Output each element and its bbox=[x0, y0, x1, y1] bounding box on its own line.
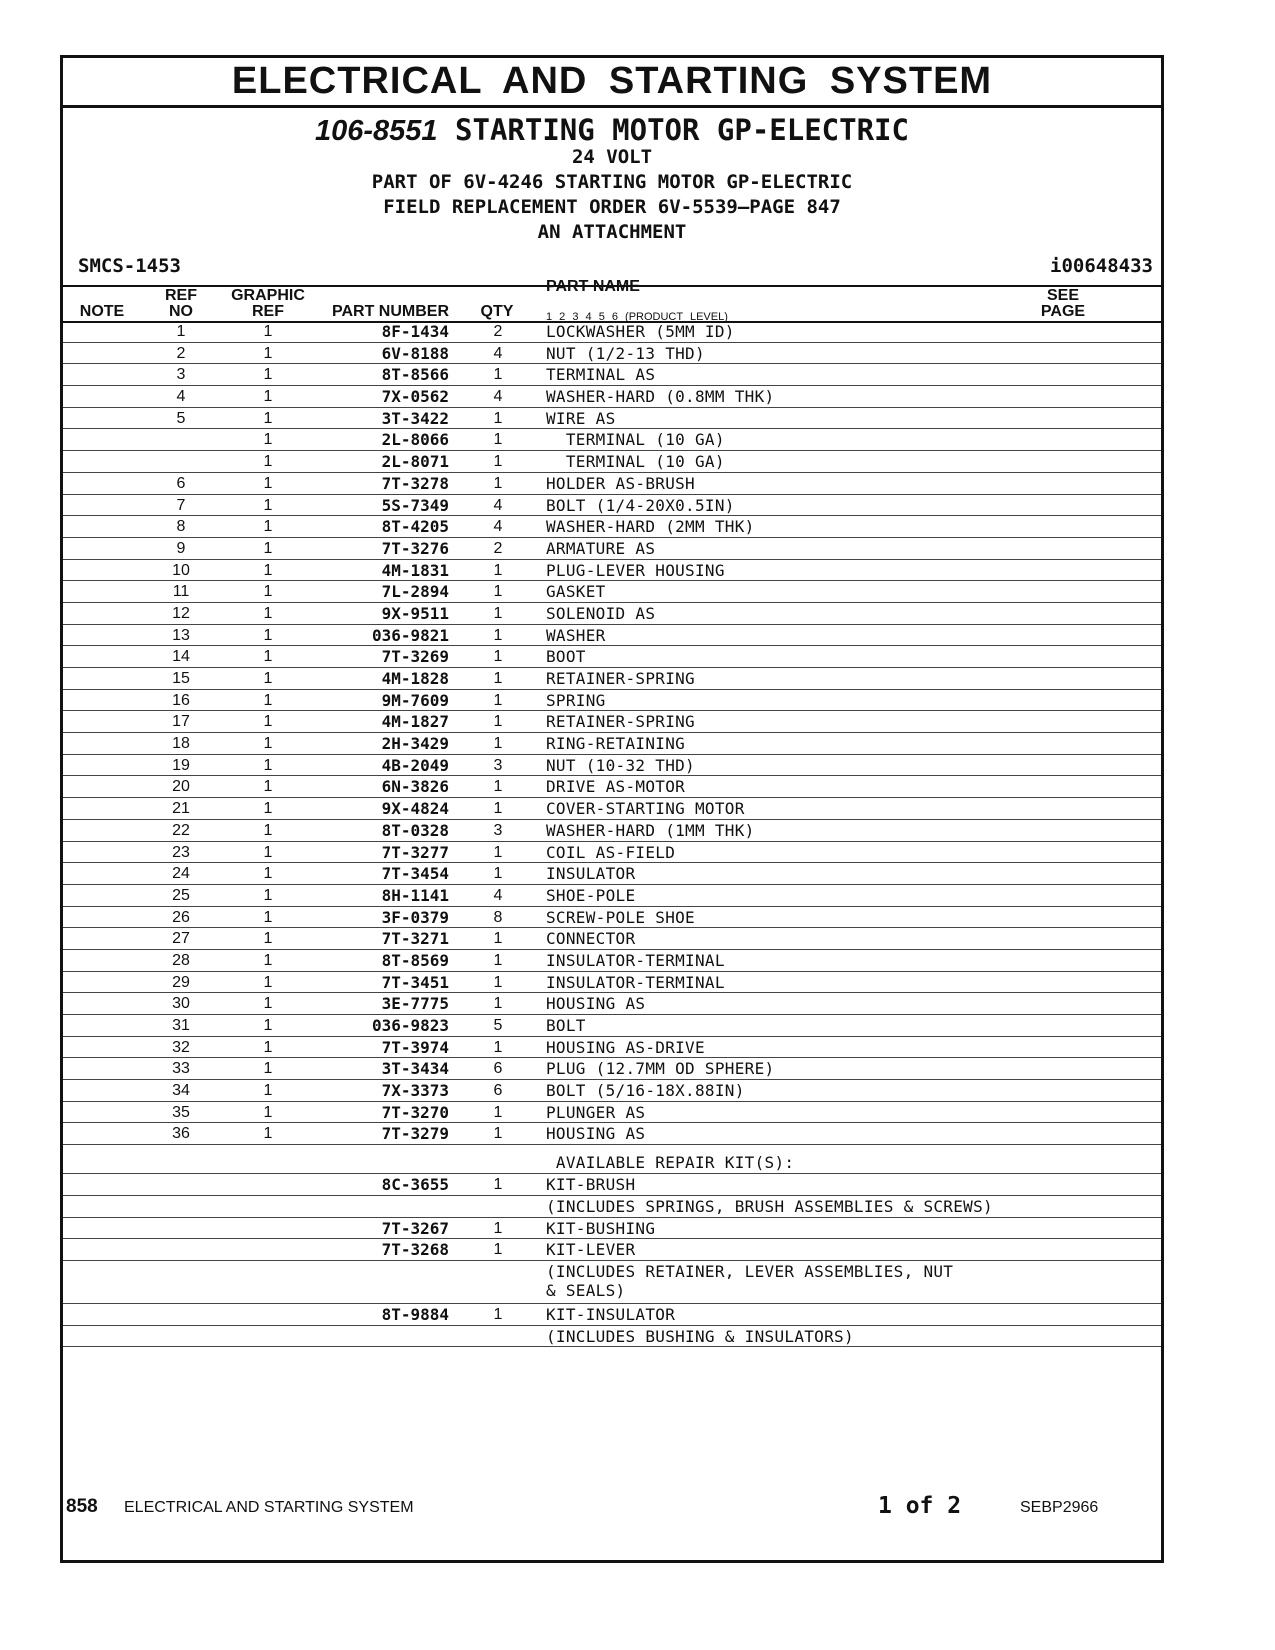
part-name-cell: RETAINER-SPRING bbox=[546, 712, 695, 732]
part-name-cell: WIRE AS bbox=[546, 408, 616, 428]
graphic-ref-cell: 1 bbox=[263, 821, 273, 839]
ref-no-cell: 32 bbox=[172, 1038, 190, 1056]
table-row bbox=[63, 1174, 1161, 1196]
part-name-cell: HOUSING AS bbox=[546, 994, 646, 1014]
part-name-cell: GASKET bbox=[546, 582, 606, 602]
part-number-cell: 7T-3276 bbox=[381, 538, 449, 558]
part-number-cell: 4B-2049 bbox=[381, 755, 449, 775]
qty-cell: 1 bbox=[493, 583, 503, 601]
parts-table bbox=[63, 321, 1161, 1347]
graphic-ref-cell: 1 bbox=[263, 323, 273, 340]
table-row bbox=[63, 495, 1161, 517]
part-number-cell: 036-9821 bbox=[371, 625, 449, 645]
ref-no-cell: 11 bbox=[172, 583, 190, 601]
qty-cell: 1 bbox=[493, 1103, 503, 1121]
col-note: NOTE bbox=[79, 303, 125, 320]
qty-cell: 4 bbox=[493, 496, 503, 514]
part-name-cell: WASHER-HARD (2MM THK) bbox=[546, 517, 755, 537]
ref-no-cell: 35 bbox=[172, 1103, 190, 1121]
graphic-ref-cell: 1 bbox=[263, 951, 273, 969]
table-row bbox=[63, 863, 1161, 885]
graphic-ref-cell: 1 bbox=[263, 561, 273, 579]
qty-cell: 2 bbox=[493, 323, 503, 340]
graphic-ref-cell: 1 bbox=[263, 388, 273, 406]
part-number-cell: 5S-7349 bbox=[381, 495, 449, 515]
table-row bbox=[63, 1015, 1161, 1037]
table-row bbox=[63, 1058, 1161, 1080]
ref-no-cell: 28 bbox=[172, 951, 190, 969]
document-id: i00648433 bbox=[1050, 255, 1153, 277]
part-name-cell: BOLT (5/16-18X.88IN) bbox=[546, 1081, 745, 1101]
table-row bbox=[63, 776, 1161, 798]
qty-cell: 1 bbox=[493, 453, 503, 471]
col-part-name: PART NAME bbox=[546, 278, 640, 295]
graphic-ref-cell: 1 bbox=[263, 409, 273, 427]
table-row bbox=[63, 408, 1161, 430]
table-row bbox=[63, 711, 1161, 733]
ref-no-cell: 13 bbox=[172, 626, 190, 644]
qty-cell: 4 bbox=[493, 388, 503, 406]
part-number-cell: 8F-1434 bbox=[381, 322, 449, 341]
qty-cell: 1 bbox=[493, 626, 503, 644]
part-number-cell: 9M-7609 bbox=[381, 690, 449, 710]
part-number-cell: 7T-3451 bbox=[381, 972, 449, 992]
graphic-ref-cell: 1 bbox=[263, 800, 273, 818]
col-ref-no: REF NO bbox=[165, 287, 197, 320]
ref-no-cell: 19 bbox=[172, 756, 190, 774]
qty-cell: 1 bbox=[493, 604, 503, 622]
product-level-scale: 1 2 3 4 5 6 (PRODUCT LEVEL) bbox=[546, 311, 728, 323]
ref-no-cell: 3 bbox=[176, 366, 186, 384]
part-number-cell: 7X-3373 bbox=[381, 1081, 449, 1101]
table-row bbox=[63, 1123, 1161, 1145]
ref-no-cell: 7 bbox=[176, 496, 186, 514]
graphic-ref-cell: 1 bbox=[263, 344, 273, 362]
qty-cell: 1 bbox=[493, 778, 503, 796]
table-row bbox=[63, 516, 1161, 538]
col-qty: QTY bbox=[480, 303, 514, 320]
qty-cell: 1 bbox=[493, 1219, 503, 1237]
table-row bbox=[63, 755, 1161, 777]
part-name-cell: CONNECTOR bbox=[546, 929, 636, 949]
part-name-cell: (INCLUDES BUSHING & INSULATORS) bbox=[546, 1326, 854, 1346]
part-name-cell: TERMINAL (10 GA) bbox=[546, 430, 725, 450]
graphic-ref-cell: 1 bbox=[263, 670, 273, 687]
ref-no-cell: 23 bbox=[172, 843, 190, 861]
table-row bbox=[63, 842, 1161, 864]
ref-no-cell: 14 bbox=[172, 648, 190, 666]
ref-no-cell: 34 bbox=[172, 1082, 190, 1100]
assembly-name: STARTING MOTOR GP-ELECTRIC bbox=[455, 113, 909, 147]
part-name-cell: BOLT (1/4-20X0.5IN) bbox=[546, 495, 735, 515]
part-name-cell: WASHER bbox=[546, 625, 606, 645]
part-number-cell: 9X-9511 bbox=[381, 603, 449, 623]
part-number-cell: 7T-3279 bbox=[381, 1124, 449, 1144]
part-name-cell: LOCKWASHER (5MM ID) bbox=[546, 322, 735, 341]
qty-cell: 1 bbox=[493, 670, 503, 687]
ref-no-cell: 2 bbox=[176, 344, 186, 362]
qty-cell: 1 bbox=[493, 561, 503, 579]
part-name-cell: KIT-LEVER bbox=[546, 1240, 636, 1260]
ref-no-cell: 27 bbox=[172, 930, 190, 948]
graphic-ref-cell: 1 bbox=[263, 735, 273, 753]
part-number-cell: 4M-1827 bbox=[381, 712, 449, 732]
part-number-cell: 8H-1141 bbox=[381, 885, 449, 905]
qty-cell: 1 bbox=[493, 995, 503, 1013]
part-name-cell: ARMATURE AS bbox=[546, 538, 656, 558]
graphic-ref-cell: 1 bbox=[263, 496, 273, 514]
part-number-cell: 4M-1828 bbox=[381, 669, 449, 688]
qty-cell: 1 bbox=[493, 474, 503, 492]
graphic-ref-cell: 1 bbox=[263, 366, 273, 384]
part-name-cell: WASHER-HARD (1MM THK) bbox=[546, 820, 755, 840]
qty-cell: 1 bbox=[493, 800, 503, 818]
part-name-cell: PLUNGER AS bbox=[546, 1102, 646, 1122]
part-name-cell: HOUSING AS bbox=[546, 1124, 646, 1144]
table-row bbox=[63, 1326, 1161, 1348]
part-number-cell: 2L-8071 bbox=[381, 452, 449, 472]
assembly-subtitle bbox=[63, 145, 1161, 245]
part-number-cell: 7T-3268 bbox=[381, 1240, 449, 1260]
table-row bbox=[63, 1102, 1161, 1124]
graphic-ref-cell: 1 bbox=[263, 756, 273, 774]
ref-no-cell: 26 bbox=[172, 908, 190, 926]
qty-cell: 1 bbox=[493, 431, 503, 449]
part-name-cell: BOLT bbox=[546, 1016, 586, 1035]
part-number-cell: 3T-3422 bbox=[381, 408, 449, 428]
ref-no-cell: 31 bbox=[172, 1017, 190, 1034]
ref-no-cell: 20 bbox=[172, 778, 190, 796]
graphic-ref-cell: 1 bbox=[263, 453, 273, 471]
qty-cell: 8 bbox=[493, 908, 503, 926]
qty-cell: 6 bbox=[493, 1082, 503, 1100]
qty-cell: 1 bbox=[493, 1176, 503, 1194]
part-number-cell: 6V-8188 bbox=[381, 343, 449, 363]
ref-no-cell: 22 bbox=[172, 821, 190, 839]
part-number-cell: 3F-0379 bbox=[381, 907, 449, 927]
subtitle-line: PART OF 6V-4246 STARTING MOTOR GP-ELECTRIC bbox=[371, 171, 853, 193]
qty-cell: 4 bbox=[493, 886, 503, 904]
graphic-ref-cell: 1 bbox=[263, 1017, 273, 1034]
ref-no-cell: 36 bbox=[172, 1125, 190, 1143]
table-row bbox=[63, 646, 1161, 668]
part-number-cell: 8T-8569 bbox=[381, 950, 449, 970]
part-number-cell: 8T-8566 bbox=[381, 365, 449, 385]
assembly-number: 106-8551 bbox=[315, 115, 438, 147]
graphic-ref-cell: 1 bbox=[263, 539, 273, 557]
part-name-cell: KIT-BUSHING bbox=[546, 1218, 656, 1238]
ref-no-cell: 12 bbox=[172, 604, 190, 622]
table-row bbox=[63, 473, 1161, 495]
publication-id: SEBP2966 bbox=[1020, 1499, 1099, 1516]
part-number-cell: 4M-1831 bbox=[381, 560, 449, 580]
qty-cell: 1 bbox=[493, 1125, 503, 1143]
qty-cell: 1 bbox=[493, 1241, 503, 1259]
table-row bbox=[63, 625, 1161, 647]
table-row bbox=[63, 820, 1161, 842]
smcs-code: SMCS-1453 bbox=[78, 255, 181, 277]
ref-no-cell: 33 bbox=[172, 1060, 190, 1078]
qty-cell: 5 bbox=[493, 1017, 503, 1034]
part-name-cell: COVER-STARTING MOTOR bbox=[546, 799, 745, 819]
qty-cell: 1 bbox=[493, 735, 503, 753]
assembly-title bbox=[63, 113, 1161, 148]
table-row bbox=[63, 668, 1161, 690]
qty-cell: 1 bbox=[493, 951, 503, 969]
table-row bbox=[63, 950, 1161, 972]
part-number-cell: 7T-3454 bbox=[381, 864, 449, 884]
ref-no-cell: 4 bbox=[176, 388, 186, 406]
graphic-ref-cell: 1 bbox=[263, 973, 273, 991]
graphic-ref-cell: 1 bbox=[263, 626, 273, 644]
graphic-ref-cell: 1 bbox=[263, 431, 273, 449]
qty-cell: 4 bbox=[493, 344, 503, 362]
footer-section-name: ELECTRICAL AND STARTING SYSTEM bbox=[124, 1499, 414, 1516]
table-row bbox=[63, 907, 1161, 929]
part-name-cell: KIT-INSULATOR bbox=[546, 1304, 676, 1324]
part-number-cell: 7T-3974 bbox=[381, 1037, 449, 1057]
part-name-cell: WASHER-HARD (0.8MM THK) bbox=[546, 387, 775, 407]
table-row bbox=[63, 798, 1161, 820]
graphic-ref-cell: 1 bbox=[263, 778, 273, 796]
table-row bbox=[63, 972, 1161, 994]
table-row bbox=[63, 560, 1161, 582]
graphic-ref-cell: 1 bbox=[263, 908, 273, 926]
ref-no-cell: 18 bbox=[172, 735, 190, 753]
table-row bbox=[63, 321, 1161, 343]
qty-cell: 1 bbox=[493, 648, 503, 666]
graphic-ref-cell: 1 bbox=[263, 691, 273, 709]
part-name-cell: SOLENOID AS bbox=[546, 603, 656, 623]
qty-cell: 2 bbox=[493, 539, 503, 557]
part-name-cell: PLUG (12.7MM OD SPHERE) bbox=[546, 1059, 775, 1079]
ref-no-cell: 30 bbox=[172, 995, 190, 1013]
graphic-ref-cell: 1 bbox=[263, 474, 273, 492]
table-row bbox=[63, 581, 1161, 603]
part-number-cell: 7T-3270 bbox=[381, 1102, 449, 1122]
qty-cell: 6 bbox=[493, 1060, 503, 1078]
table-row bbox=[63, 1218, 1161, 1240]
part-number-cell: 7L-2894 bbox=[381, 582, 449, 602]
part-number-cell: 3E-7775 bbox=[381, 994, 449, 1014]
table-row bbox=[63, 928, 1161, 950]
qty-cell: 1 bbox=[493, 1305, 503, 1323]
part-name-cell: SCREW-POLE SHOE bbox=[546, 907, 695, 927]
qty-cell: 1 bbox=[493, 366, 503, 384]
part-number-cell: 7T-3277 bbox=[381, 842, 449, 862]
qty-cell: 1 bbox=[493, 865, 503, 883]
part-number-cell: 8C-3655 bbox=[381, 1175, 449, 1195]
ref-no-cell: 9 bbox=[176, 539, 186, 557]
table-row bbox=[63, 1037, 1161, 1059]
col-see-page: SEE PAGE bbox=[1040, 287, 1086, 320]
table-row bbox=[63, 1304, 1161, 1326]
part-number-cell: 2L-8066 bbox=[381, 430, 449, 450]
graphic-ref-cell: 1 bbox=[263, 1103, 273, 1121]
ref-no-cell: 24 bbox=[172, 865, 190, 883]
ref-no-cell: 17 bbox=[172, 713, 190, 731]
graphic-ref-cell: 1 bbox=[263, 583, 273, 601]
graphic-ref-cell: 1 bbox=[263, 1060, 273, 1078]
qty-cell: 1 bbox=[493, 409, 503, 427]
table-row bbox=[63, 603, 1161, 625]
ref-no-cell: 16 bbox=[172, 691, 190, 709]
part-name-cell: INSULATOR bbox=[546, 864, 636, 884]
qty-cell: 3 bbox=[493, 756, 503, 774]
part-name-cell: DRIVE AS-MOTOR bbox=[546, 777, 686, 797]
part-name-cell: NUT (1/2-13 THD) bbox=[546, 343, 705, 363]
table-row bbox=[63, 364, 1161, 386]
page-footer bbox=[0, 1490, 1275, 1530]
part-number-cell: 7T-3269 bbox=[381, 647, 449, 667]
part-name-cell: COIL AS-FIELD bbox=[546, 842, 676, 862]
table-row bbox=[63, 1261, 1161, 1304]
graphic-ref-cell: 1 bbox=[263, 1082, 273, 1100]
part-name-cell: (INCLUDES SPRINGS, BRUSH ASSEMBLIES & SCREWS) bbox=[546, 1196, 993, 1216]
page-count: 1 of 2 bbox=[878, 1493, 962, 1519]
ref-no-cell: 8 bbox=[176, 518, 186, 536]
parts-list-frame bbox=[60, 55, 1164, 1563]
table-row bbox=[63, 1196, 1161, 1218]
part-name-cell: SPRING bbox=[546, 690, 606, 710]
part-number-cell: 7T-3267 bbox=[381, 1218, 449, 1238]
table-row bbox=[63, 1080, 1161, 1102]
graphic-ref-cell: 1 bbox=[263, 843, 273, 861]
ref-no-cell: 5 bbox=[176, 409, 186, 427]
part-number-cell: 9X-4824 bbox=[381, 799, 449, 819]
graphic-ref-cell: 1 bbox=[263, 930, 273, 948]
qty-cell: 3 bbox=[493, 821, 503, 839]
part-name-cell: (INCLUDES RETAINER, LEVER ASSEMBLIES, NUT & SEALS) bbox=[546, 1261, 954, 1300]
table-row bbox=[63, 1239, 1161, 1261]
ref-no-cell: 1 bbox=[176, 323, 186, 340]
table-row bbox=[63, 1145, 1161, 1174]
qty-cell: 1 bbox=[493, 691, 503, 709]
part-name-cell: RETAINER-SPRING bbox=[546, 669, 695, 688]
part-number-cell: 8T-9884 bbox=[381, 1304, 449, 1324]
ref-no-cell: 29 bbox=[172, 973, 190, 991]
graphic-ref-cell: 1 bbox=[263, 1125, 273, 1143]
part-name-cell: RING-RETAINING bbox=[546, 734, 686, 754]
part-name-cell: HOUSING AS-DRIVE bbox=[546, 1037, 705, 1057]
table-row bbox=[63, 885, 1161, 907]
table-row bbox=[63, 690, 1161, 712]
graphic-ref-cell: 1 bbox=[263, 648, 273, 666]
graphic-ref-cell: 1 bbox=[263, 1038, 273, 1056]
ref-no-cell: 15 bbox=[172, 670, 190, 687]
part-number-cell: 8T-4205 bbox=[381, 517, 449, 537]
part-name-cell: KIT-BRUSH bbox=[546, 1175, 636, 1195]
section-title: ELECTRICAL AND STARTING SYSTEM bbox=[63, 58, 1161, 108]
graphic-ref-cell: 1 bbox=[263, 713, 273, 731]
table-row bbox=[63, 386, 1161, 408]
subtitle-line: FIELD REPLACEMENT ORDER 6V-5539—PAGE 847 bbox=[383, 196, 841, 218]
table-row bbox=[63, 451, 1161, 473]
table-row bbox=[63, 538, 1161, 560]
qty-cell: 1 bbox=[493, 930, 503, 948]
part-name-cell: HOLDER AS-BRUSH bbox=[546, 473, 695, 493]
col-graphic-ref: GRAPHIC REF bbox=[231, 287, 305, 320]
graphic-ref-cell: 1 bbox=[263, 995, 273, 1013]
part-number-cell: 2H-3429 bbox=[381, 734, 449, 754]
ref-no-cell: 6 bbox=[176, 474, 186, 492]
part-name-cell: TERMINAL (10 GA) bbox=[546, 452, 725, 472]
graphic-ref-cell: 1 bbox=[263, 518, 273, 536]
part-number-cell: 7X-0562 bbox=[381, 387, 449, 407]
part-name-cell: INSULATOR-TERMINAL bbox=[546, 972, 725, 992]
table-row bbox=[63, 993, 1161, 1015]
part-number-cell: 7T-3271 bbox=[381, 929, 449, 949]
part-number-cell: 8T-0328 bbox=[381, 820, 449, 840]
qty-cell: 1 bbox=[493, 713, 503, 731]
table-row bbox=[63, 429, 1161, 451]
ref-no-cell: 21 bbox=[172, 800, 190, 818]
part-name-cell: PLUG-LEVER HOUSING bbox=[546, 560, 725, 580]
ref-no-cell: 10 bbox=[172, 561, 190, 579]
part-name-cell: SHOE-POLE bbox=[546, 885, 636, 905]
part-number-cell: 6N-3826 bbox=[381, 777, 449, 797]
qty-cell: 1 bbox=[493, 843, 503, 861]
table-row bbox=[63, 343, 1161, 365]
part-name-cell: AVAILABLE REPAIR KIT(S): bbox=[546, 1153, 795, 1173]
part-number-cell: 3T-3434 bbox=[381, 1059, 449, 1079]
qty-cell: 1 bbox=[493, 973, 503, 991]
ref-no-cell: 25 bbox=[172, 886, 190, 904]
part-number-cell: 036-9823 bbox=[371, 1016, 449, 1035]
part-name-cell: TERMINAL AS bbox=[546, 365, 656, 385]
part-name-cell: BOOT bbox=[546, 647, 586, 667]
part-number-cell: 7T-3278 bbox=[381, 473, 449, 493]
part-name-cell: NUT (10-32 THD) bbox=[546, 755, 695, 775]
qty-cell: 1 bbox=[493, 1038, 503, 1056]
table-row bbox=[63, 733, 1161, 755]
subtitle-line: AN ATTACHMENT bbox=[537, 221, 687, 243]
graphic-ref-cell: 1 bbox=[263, 604, 273, 622]
graphic-ref-cell: 1 bbox=[263, 865, 273, 883]
col-part-number: PART NUMBER bbox=[331, 303, 449, 320]
part-name-cell: INSULATOR-TERMINAL bbox=[546, 950, 725, 970]
column-headers bbox=[63, 278, 1161, 323]
subtitle-line: 24 VOLT bbox=[571, 146, 653, 168]
page-number: 858 bbox=[66, 1496, 98, 1517]
qty-cell: 4 bbox=[493, 518, 503, 536]
graphic-ref-cell: 1 bbox=[263, 886, 273, 904]
